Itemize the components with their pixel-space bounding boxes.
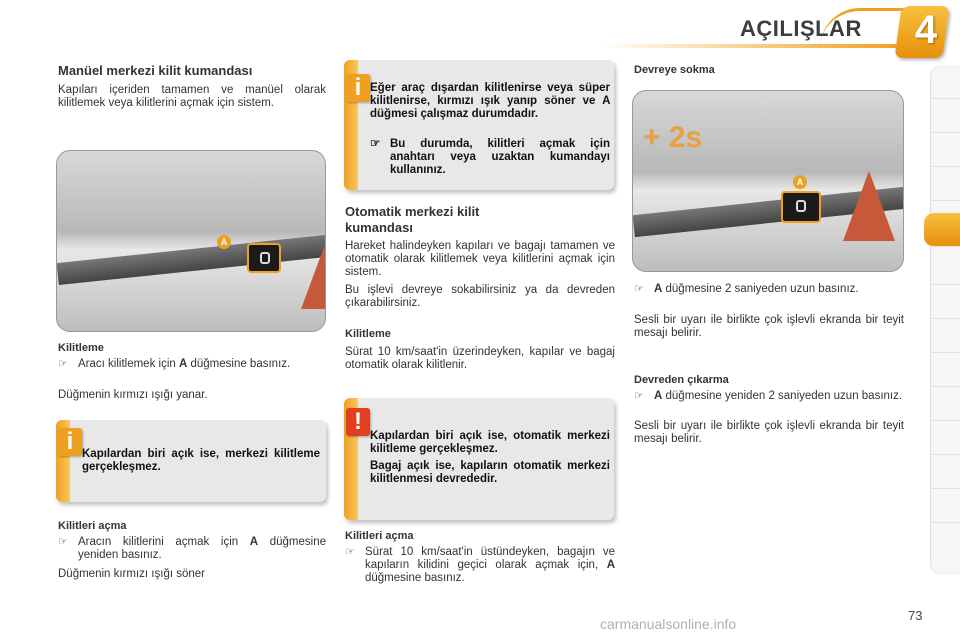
plus-2s-label: + 2s — [643, 121, 703, 154]
page-number: 73 — [908, 608, 923, 623]
lock-button-figure — [56, 150, 326, 332]
chapter-tab[interactable] — [930, 99, 960, 133]
manual-lock-intro: Kapıları içeriden tamamen ve manüel olarak kilitlemek veya kilitlerini açmak için sistem. — [58, 84, 326, 109]
chapter-tabs — [930, 65, 960, 575]
lock-icon — [260, 252, 270, 264]
auto-lock-text: Sürat 10 km/saat'in üzerindeyken, kapılar ve bagaj otomatik olarak kilitlenir. — [345, 346, 615, 371]
activate-note: Sesli bir uyarı ile birlikte çok işlevli ekranda bir teyit mesajı belirir. — [634, 314, 904, 339]
button-a-tag: A — [793, 175, 807, 189]
activate-figure — [632, 90, 904, 272]
info-box-superlock-bullet: ☞ Bu durumda, kilitleri açmak için anahtarı veya uzaktan kumandayı kullanınız. — [370, 138, 610, 176]
warning-box-text-2: Bagaj açık ise, kapıların otomatik merkezi kilitlenmesi devrededir. — [370, 460, 610, 485]
deactivate-heading: Devreden çıkarma — [634, 374, 729, 386]
auto-lock-heading: Kilitleme — [345, 328, 391, 340]
watermark: carmanualsonline.info — [600, 616, 737, 632]
chapter-tab[interactable] — [930, 489, 960, 523]
info-box-superlock — [344, 60, 614, 190]
info-icon: i — [346, 74, 370, 102]
manual-unlock-heading: Kilitleri açma — [58, 520, 127, 532]
hand-pointer-icon: ☞ — [58, 358, 68, 370]
manual-unlock-note: Düğmenin kırmızı ışığı söner — [58, 568, 205, 580]
chapter-tab[interactable] — [930, 387, 960, 421]
manual-lock-heading: Kilitleme — [58, 342, 104, 354]
chapter-tab[interactable] — [930, 319, 960, 353]
chapter-tab-active[interactable] — [924, 213, 960, 247]
auto-unlock-heading: Kilitleri açma — [345, 530, 414, 542]
deactivate-bullet: ☞ A düğmesine yeniden 2 saniyeden uzun basınız. — [634, 390, 903, 402]
hazard-triangle — [301, 239, 326, 309]
manual-lock-bullet: ☞ Aracı kilitlemek için A düğmesine basınız. — [58, 358, 291, 370]
chapter-number: 4 — [914, 8, 938, 52]
info-box-manual — [56, 420, 326, 502]
chapter-tab[interactable] — [930, 285, 960, 319]
info-icon: i — [58, 428, 82, 456]
auto-lock-intro-1: Hareket halindeyken kapıları ve bagajı tamamen ve otomatik olarak kilitlemek veya kilitlerini açmak için sistem. — [345, 240, 615, 278]
auto-lock-intro-2: Bu işlevi devreye sokabilirsiniz ya da devreden çıkarabilirsiniz. — [345, 284, 615, 309]
info-box-superlock-text: Eğer araç dışardan kilitlenirse veya süper kilitlenirse, kırmızı ışık yanıp söner ve A düğmesi çalışmaz durumdadır. — [370, 82, 610, 120]
chapter-tab[interactable] — [930, 421, 960, 455]
activate-bullet: ☞ A düğmesine 2 saniyeden uzun basınız. — [634, 283, 859, 295]
warning-box-auto — [344, 398, 614, 520]
manual-lock-title: Manüel merkezi kilit kumandası — [58, 63, 253, 78]
manual-unlock-bullet: ☞ Aracın kilitlerini açmak için A düğmesine yeniden basınız. — [58, 536, 326, 561]
hand-pointer-icon: ☞ — [345, 546, 355, 558]
hand-pointer-icon: ☞ — [58, 536, 68, 548]
deactivate-note: Sesli bir uyarı ile birlikte çok işlevli ekranda bir teyit mesajı belirir. — [634, 420, 904, 445]
chapter-tab[interactable] — [930, 251, 960, 285]
auto-lock-title: Otomatik merkezi kilit kumandası — [345, 204, 480, 235]
warning-icon: ! — [346, 408, 370, 436]
page-title: AÇILIŞLAR — [740, 16, 862, 41]
activate-heading: Devreye sokma — [634, 64, 715, 76]
warning-box-text-1: Kapılardan biri açık ise, otomatik merkezi kilitleme gerçekleşmez. — [370, 430, 610, 455]
chapter-tab[interactable] — [930, 455, 960, 489]
button-a-tag: A — [217, 235, 231, 249]
hazard-triangle — [843, 171, 895, 241]
hand-pointer-icon: ☞ — [634, 283, 644, 295]
chapter-tab[interactable] — [930, 167, 960, 201]
lock-icon — [796, 200, 806, 212]
chapter-tab[interactable] — [930, 353, 960, 387]
auto-unlock-bullet: ☞ Sürat 10 km/saat'in üstündeyken, bagajın ve kapıların kilidini geçici olarak açmak için, A düğmesine basınız. — [345, 546, 615, 584]
dashboard-strip — [57, 235, 326, 285]
chapter-tab[interactable] — [930, 133, 960, 167]
info-box-manual-text: Kapılardan biri açık ise, merkezi kilitleme gerçekleşmez. — [82, 448, 320, 473]
hand-pointer-icon: ☞ — [370, 138, 381, 150]
manual-lock-note: Düğmenin kırmızı ışığı yanar. — [58, 389, 208, 401]
hand-pointer-icon: ☞ — [634, 390, 644, 402]
chapter-tab[interactable] — [930, 65, 960, 99]
